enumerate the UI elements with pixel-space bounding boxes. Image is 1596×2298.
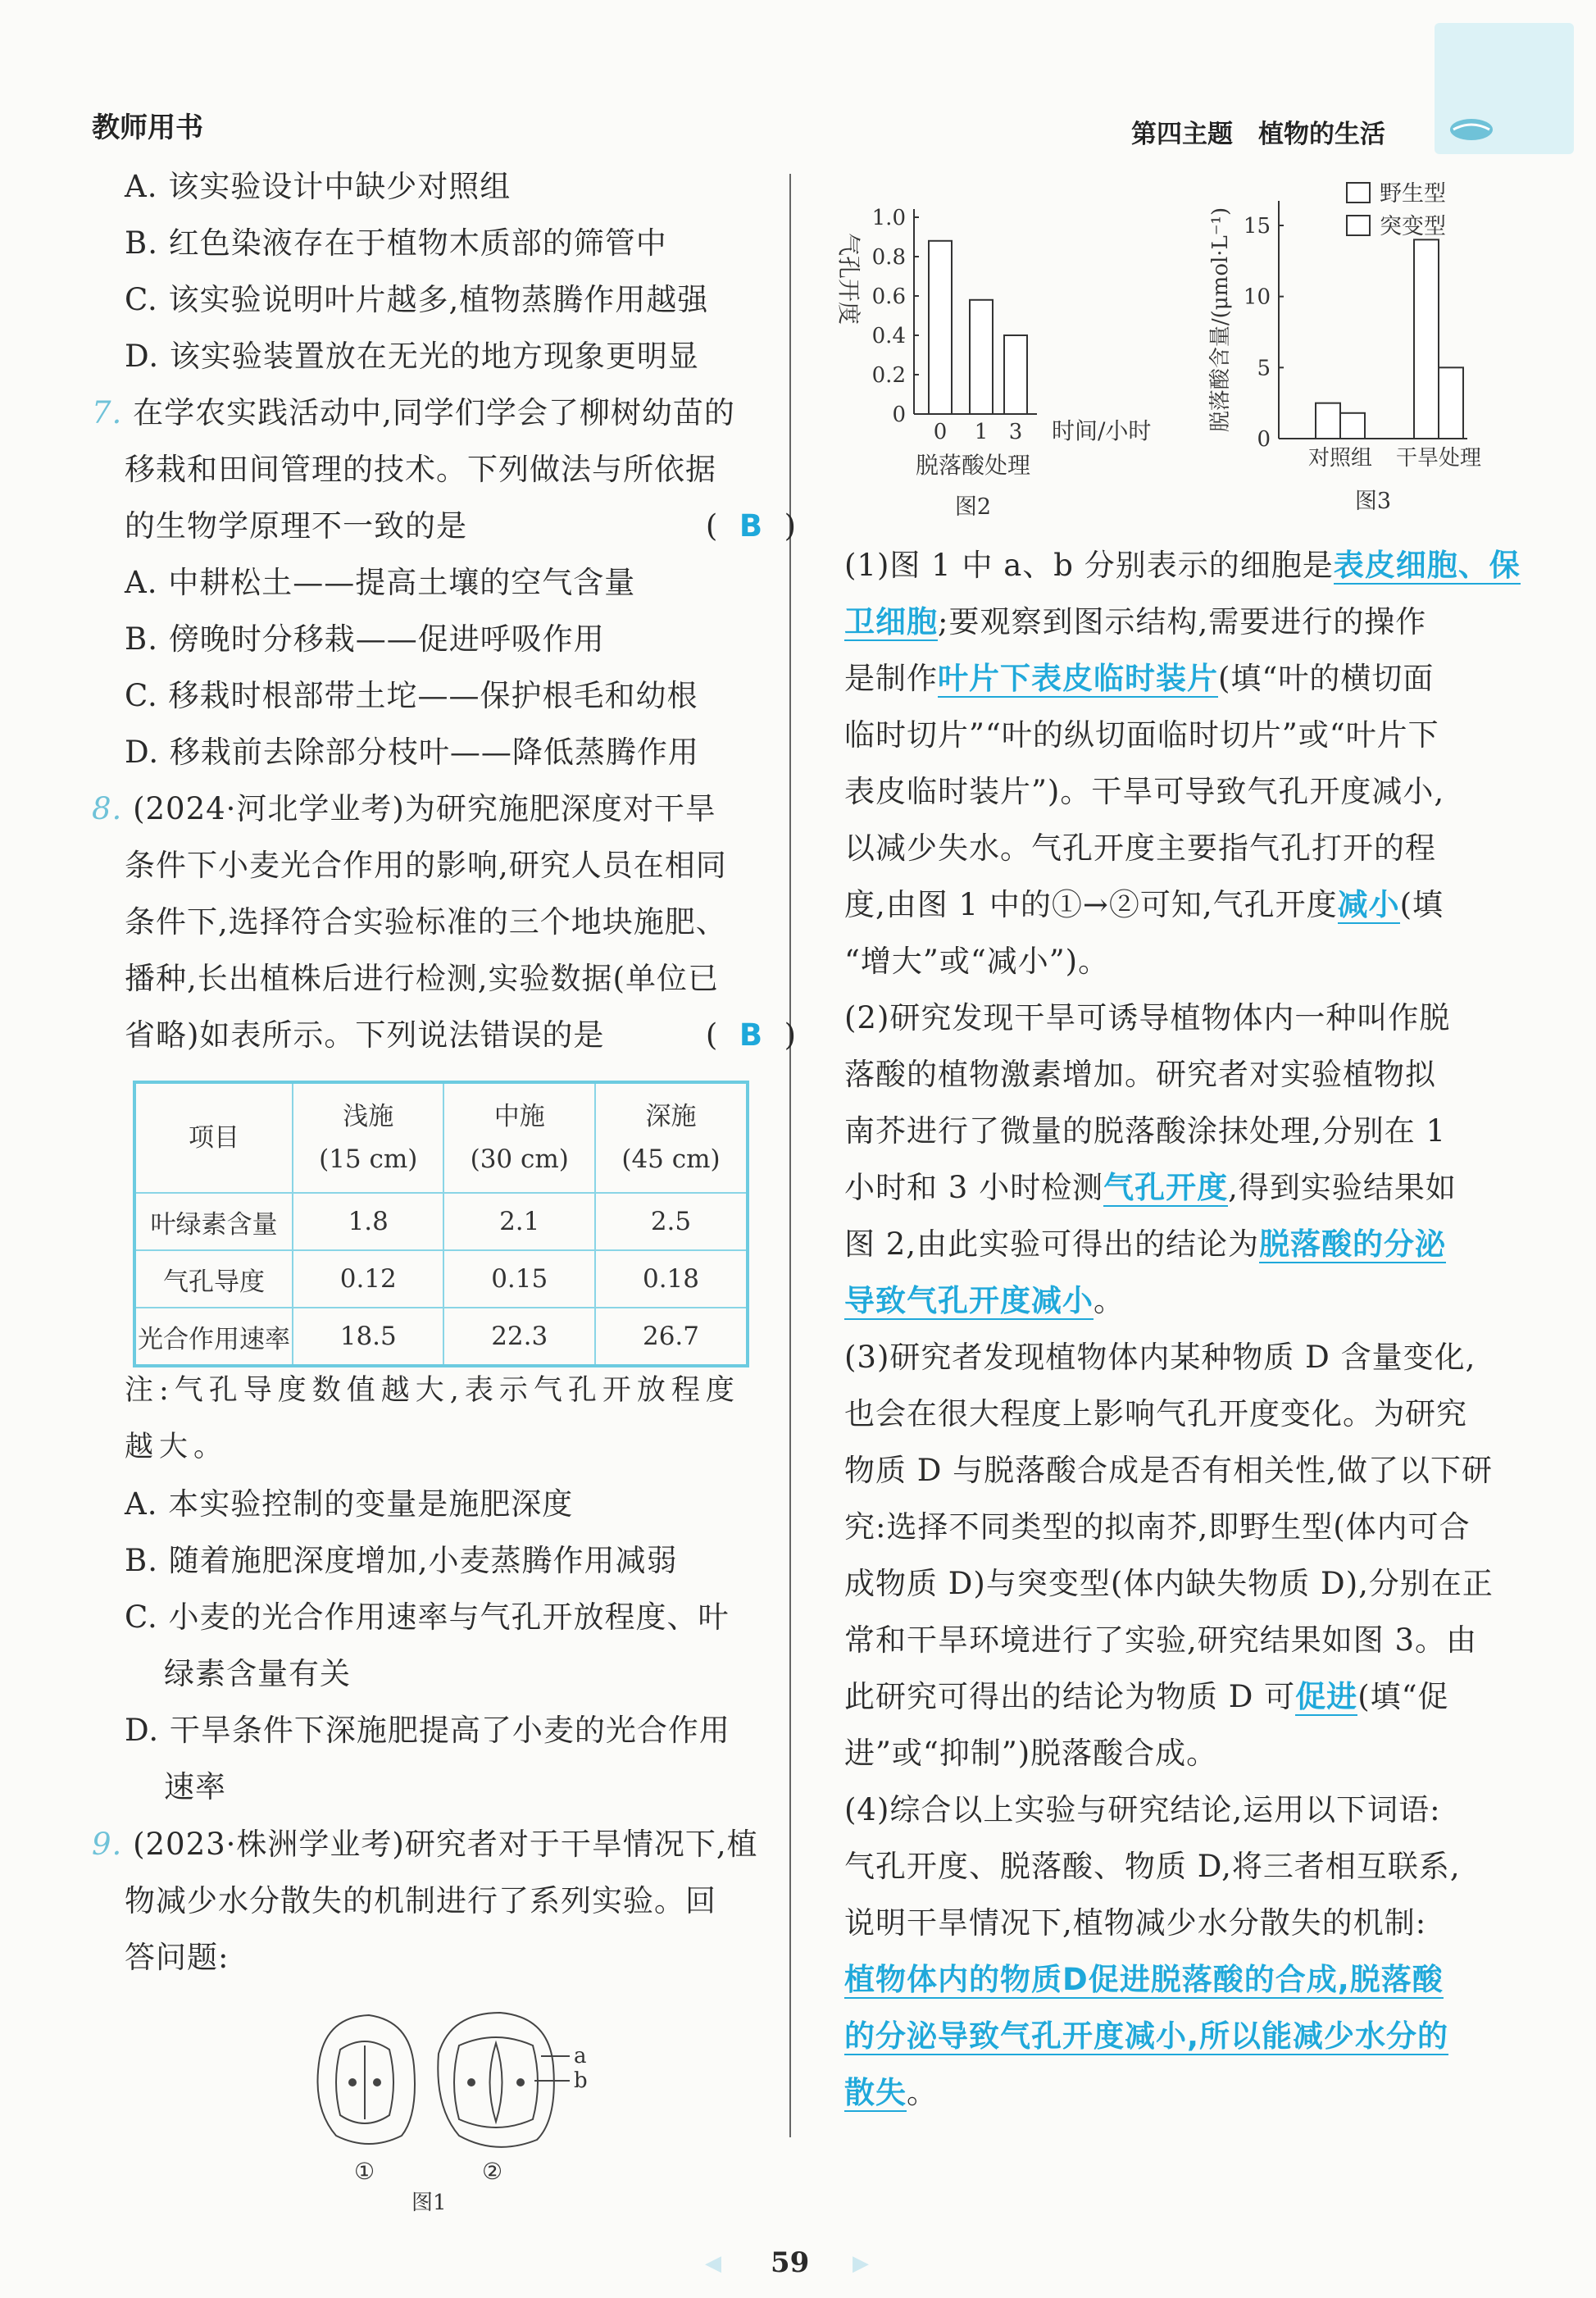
q7-stem-line: 移栽和田间管理的技术。下列做法与所依据 <box>125 452 716 487</box>
figure-1-label-b: b <box>574 2068 588 2093</box>
p3-line: 此研究可得出的结论为物质 D 可促进(填“促 <box>844 1679 1449 1714</box>
table-cell: 0.18 <box>595 1250 748 1308</box>
q7-option-b: B. 傍晚时分移栽——促进呼吸作用 <box>125 621 605 657</box>
p3-line: 常和干旱环境进行了实验,研究结果如图 3。由 <box>844 1622 1478 1658</box>
table-note: 越大。 <box>125 1431 229 1463</box>
p2-line: 导致气孔开度减小。 <box>844 1283 1125 1318</box>
answer-mechanism-end: 散失 <box>844 2075 907 2110</box>
q6-option-b: B. 红色染液存在于植物木质部的筛管中 <box>125 225 667 261</box>
nucleus-dot <box>374 2079 380 2086</box>
y-tick-label: 0.2 <box>871 363 906 388</box>
p1-line: 表皮临时装片”)。干旱可导致气孔开度减小, <box>844 774 1445 809</box>
q8-note-and-options <box>125 1363 740 1815</box>
q9-stem-line: 物减少水分散失的机制进行了系列实验。回 <box>125 1883 716 1918</box>
p1-line: (1)图 1 中 a、b 分别表示的细胞是表皮细胞、保 <box>844 548 1521 583</box>
table-header-cell: 中施 (30 cm) <box>443 1082 594 1193</box>
legend-label: 野生型 <box>1380 181 1446 207</box>
table-header-cell: 浅施 (15 cm) <box>293 1082 443 1193</box>
answer-cell-types: 表皮细胞、保 <box>1333 548 1521 583</box>
bar <box>970 300 993 414</box>
table-row <box>134 1308 748 1366</box>
q9-stem-line: (2023·株洲学业考)研究者对于干旱情况下,植 <box>133 1827 758 1862</box>
p3-line: 究:选择不同类型的拟南芥,即野生型(体内可合 <box>844 1509 1471 1545</box>
q7-stem-line: 在学农实践活动中,同学们学会了柳树幼苗的 <box>133 395 735 430</box>
q7-option-d: D. 移栽前去除部分枝叶——降低蒸腾作用 <box>125 735 699 770</box>
table-cell: 0.12 <box>293 1250 443 1308</box>
y-axis-label: 气孔开度 <box>835 232 862 325</box>
table-cell: 叶绿素含量 <box>134 1193 293 1250</box>
table-header-row <box>134 1082 748 1193</box>
y-tick-label: 0.4 <box>871 324 906 348</box>
page-number: 59 <box>771 2246 810 2279</box>
table-cell: 1.8 <box>293 1193 443 1250</box>
table-cell: 18.5 <box>293 1308 443 1366</box>
x-tick-label: 3 <box>1008 420 1023 444</box>
figure-1-caption: 图1 <box>412 2191 447 2214</box>
bar-野生型 <box>1316 403 1340 439</box>
answer-conclusion-cont: 导致气孔开度减小 <box>844 1283 1094 1318</box>
answer-cell-types-cont: 卫细胞 <box>844 604 938 639</box>
p3-line: 也会在很大程度上影响气孔开度变化。为研究 <box>844 1396 1467 1431</box>
q7-answer: B <box>739 508 764 544</box>
p1-line: 是制作叶片下表皮临时装片(填“叶的横切面 <box>844 661 1435 696</box>
p3-line: 物质 D 与脱落酸合成是否有相关性,做了以下研 <box>844 1453 1493 1488</box>
table-cell: 2.1 <box>443 1193 594 1250</box>
p3-line: 成物质 D)与突变型(体内缺失物质 D),分别在正 <box>844 1566 1494 1601</box>
bar-突变型 <box>1439 367 1463 439</box>
p4-line: 气孔开度、脱落酸、物质 D,将三者相互联系, <box>844 1849 1461 1884</box>
q7-stem-line: 的生物学原理不一致的是 <box>125 508 467 544</box>
y-tick-label: 0.8 <box>871 245 906 270</box>
table-cell: 光合作用速率 <box>134 1308 293 1366</box>
q6-option-d: D. 该实验装置放在无光的地方现象更明显 <box>125 339 699 374</box>
bar <box>929 241 952 414</box>
nucleus-dot <box>517 2079 524 2086</box>
legend-swatch <box>1347 216 1370 235</box>
x-axis-caption: 脱落酸处理 <box>915 452 1031 479</box>
p1-line: 以减少失水。气孔开度主要指气孔打开的程 <box>844 830 1436 866</box>
q6-options <box>125 158 708 385</box>
q7-answer-bracket: ( B ) <box>705 508 797 544</box>
figure-1-label-2: ② <box>482 2158 503 2185</box>
q8-answer-bracket: ( B ) <box>705 1017 797 1053</box>
p4-line <box>844 1951 1574 2008</box>
x-axis-label: 时间/小时 <box>1052 417 1152 444</box>
figure-1-stomata <box>303 2000 598 2214</box>
answer-stomata-change: 减小 <box>1337 887 1400 922</box>
q8-stem-line: 播种,长出植株后进行检测,实验数据(单位已 <box>125 961 719 996</box>
y-tick-label: 0 <box>1257 427 1271 452</box>
y-tick-label: 10 <box>1243 284 1271 310</box>
nucleus-dot <box>349 2079 356 2086</box>
y-axis-label: 脱落酸含量/(μmol·L⁻¹) <box>1208 207 1233 433</box>
figure-1-label-1: ① <box>354 2158 375 2185</box>
q6-option-c: C. 该实验说明叶片越多,植物蒸腾作用越强 <box>125 282 709 317</box>
question-7 <box>92 385 797 780</box>
q8-option-c: C. 小麦的光合作用速率与气孔开放程度、叶 <box>125 1599 730 1635</box>
q8-stem-line: 条件下小麦光合作用的影响,研究人员在相同 <box>125 848 727 883</box>
p2-line: 南芥进行了微量的脱落酸涂抹处理,分别在 1 <box>844 1113 1447 1149</box>
p2-line: 小时和 3 小时检测气孔开度,得到实验结果如 <box>844 1170 1457 1205</box>
p3-line: 进”或“抑制”)脱落酸合成。 <box>844 1736 1218 1771</box>
q9-number: 9. <box>92 1827 123 1862</box>
table-row <box>134 1250 748 1308</box>
answer-mechanism: 植物体内的物质D促进脱落酸的合成,脱落酸 <box>844 1962 1444 1997</box>
epidermal-cell-outline <box>318 2015 416 2144</box>
q7-option-c: C. 移栽时根部带土坨——保护根毛和幼根 <box>125 678 698 713</box>
q8-stem-line: (2024·河北学业考)为研究施肥深度对干旱 <box>133 791 716 826</box>
prev-page-arrow: ◀ <box>705 2251 721 2276</box>
q9-stem-line: 答问题: <box>125 1940 230 1975</box>
p4-line: (4)综合以上实验与研究结论,运用以下词语: <box>844 1792 1441 1827</box>
table-header-cell: 项目 <box>134 1082 293 1193</box>
next-page-arrow: ▶ <box>853 2251 869 2276</box>
figure-2-caption: 图2 <box>954 494 992 516</box>
figure-3-chart <box>1201 168 1496 521</box>
q8-number: 8. <box>92 791 123 826</box>
y-tick-label: 5 <box>1257 356 1271 381</box>
table-cell: 0.15 <box>443 1250 594 1308</box>
table-cell: 2.5 <box>595 1193 748 1250</box>
legend-label: 突变型 <box>1380 214 1446 239</box>
y-tick-label: 0.6 <box>871 284 906 309</box>
x-tick-label: 0 <box>933 420 948 444</box>
q7-number: 7. <box>92 395 123 430</box>
p4-line: 说明干旱情况下,植物减少水分散失的机制: <box>844 1905 1427 1941</box>
question-9 <box>92 1816 758 1986</box>
answer-measured: 气孔开度 <box>1103 1170 1229 1205</box>
y-tick-label: 1.0 <box>871 206 906 230</box>
q8-option-d-cont: 速率 <box>164 1769 226 1804</box>
q7-option-a: A. 中耕松土——提高土壤的空气含量 <box>125 565 636 600</box>
chapter-title: 第四主题 植物的生活 <box>1131 120 1385 149</box>
answer-mechanism-cont: 的分泌导致气孔开度减小,所以能减少水分的 <box>844 2018 1449 2054</box>
figure-3-caption: 图3 <box>1354 489 1392 514</box>
q8-option-b: B. 随着施肥深度增加,小麦蒸腾作用减弱 <box>125 1543 678 1578</box>
q6-option-a: A. 该实验设计中缺少对照组 <box>125 169 512 204</box>
q8-option-c-cont: 绿素含量有关 <box>164 1656 351 1691</box>
q9-answers <box>844 537 1574 2121</box>
table-cell: 26.7 <box>595 1308 748 1366</box>
p4-line: 散失。 <box>844 2075 938 2110</box>
table-header-cell: 深施 (45 cm) <box>595 1082 748 1193</box>
stoma-pore-open <box>490 2043 502 2122</box>
answer-slide-type: 叶片下表皮临时装片 <box>938 661 1218 696</box>
p3-line: (3)研究者发现植物体内某种物质 D 含量变化, <box>844 1340 1476 1375</box>
nucleus-dot <box>468 2079 475 2086</box>
y-tick-label: 0 <box>892 403 906 427</box>
q8-option-a: A. 本实验控制的变量是施肥深度 <box>125 1486 574 1522</box>
leaf-icon <box>1447 115 1496 144</box>
p1-line: “增大”或“减小”)。 <box>844 944 1110 979</box>
book-label: 教师用书 <box>92 111 203 144</box>
table-note: 注:气孔导度数值越大,表示气孔开放程度 <box>125 1374 740 1407</box>
answer-promote: 促进 <box>1295 1679 1358 1714</box>
p1-line: 临时切片”“叶的纵切面临时切片”或“叶片下 <box>844 717 1439 753</box>
q8-option-d: D. 干旱条件下深施肥提高了小麦的光合作用 <box>125 1713 730 1748</box>
guard-cell-pair-open <box>454 2037 538 2127</box>
bar <box>1004 335 1027 414</box>
figure-1-label-a: a <box>574 2044 587 2068</box>
table-cell: 22.3 <box>443 1308 594 1366</box>
data-table <box>133 1081 749 1367</box>
bar-野生型 <box>1414 239 1439 439</box>
p4-line <box>844 2008 1574 2064</box>
answer-conclusion: 脱落酸的分泌 <box>1259 1226 1447 1262</box>
q8-stem-line: 条件下,选择符合实验标准的三个地块施肥、 <box>125 904 727 940</box>
table-cell: 气孔导度 <box>134 1250 293 1308</box>
x-tick-label: 对照组 <box>1307 446 1373 471</box>
figure-2-chart <box>820 189 1197 516</box>
p1-line: 度,由图 1 中的①→②可知,气孔开度减小(填 <box>844 887 1444 922</box>
p1-line: 卫细胞;要观察到图示结构,需要进行的操作 <box>844 604 1427 639</box>
table-row <box>134 1193 748 1250</box>
p2-line: 图 2,由此实验可得出的结论为脱落酸的分泌 <box>844 1226 1447 1262</box>
x-tick-label: 干旱处理 <box>1395 446 1482 471</box>
q8-stem-line: 省略)如表所示。下列说法错误的是 <box>125 1017 605 1053</box>
p2-line: 落酸的植物激素增加。研究者对实验植物拟 <box>844 1057 1436 1092</box>
q8-answer: B <box>739 1017 764 1053</box>
y-tick-label: 15 <box>1243 214 1271 239</box>
x-tick-label: 1 <box>974 420 989 444</box>
p2-line: (2)研究发现干旱可诱导植物体内一种叫作脱 <box>844 1000 1451 1035</box>
legend-swatch <box>1347 183 1370 202</box>
bar-突变型 <box>1340 413 1365 439</box>
question-8 <box>92 780 797 1063</box>
